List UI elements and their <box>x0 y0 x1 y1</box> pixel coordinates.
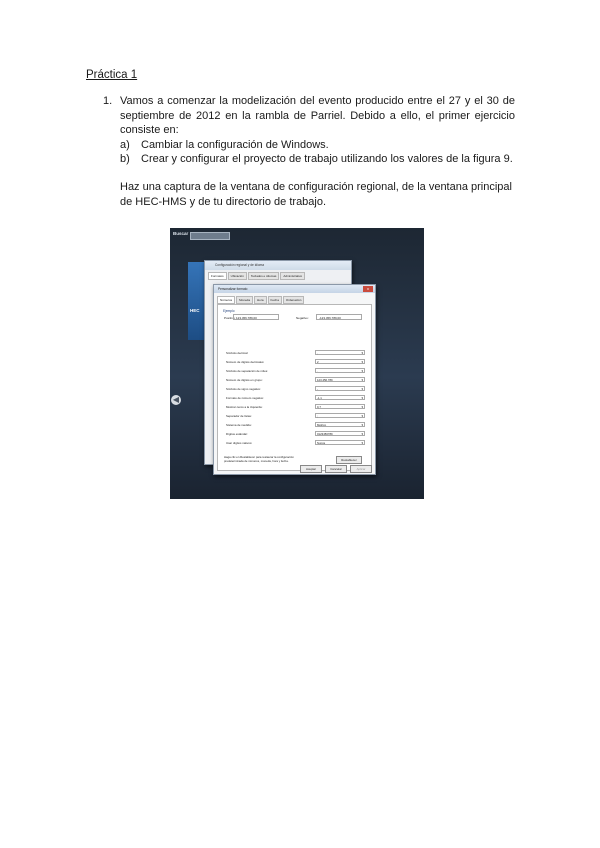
tab-formatos[interactable]: Formatos <box>208 272 227 280</box>
sub-item-text: Crear y configurar el proyecto de trabajo utilizando los valores de la figura 9. <box>141 153 513 166</box>
screenshot-figure <box>170 228 424 499</box>
search-label: Buscar <box>173 231 189 236</box>
setting-select[interactable]: ; ▾ <box>315 413 365 418</box>
tab-moneda[interactable]: Moneda <box>236 296 253 304</box>
tab-numeros[interactable]: Números <box>217 296 235 304</box>
setting-row <box>226 405 366 410</box>
window-title: Configuración regional y de idioma <box>205 261 351 270</box>
sub-item-label: a) <box>120 138 130 151</box>
setting-label: Separador de listas: <box>226 414 252 418</box>
setting-label: Dígitos estándar: <box>226 432 248 436</box>
item-text: Vamos a comenzar la modelización del evento producido entre el 27 y el 30 de septiembre de 2012 en la rambla de Parriel. Debido a ello, el primer ejercicio consiste en: <box>120 95 515 137</box>
item-number: 1. <box>103 95 113 107</box>
setting-row <box>226 396 366 401</box>
sub-item <box>120 152 515 167</box>
tab-hora[interactable]: Hora <box>254 296 267 304</box>
taskbar-search <box>170 228 424 242</box>
setting-label: Número de dígitos decimales: <box>226 360 265 364</box>
setting-row <box>226 432 366 437</box>
setting-select[interactable]: Nunca ▾ <box>315 440 365 445</box>
setting-select[interactable]: 0123456789 ▾ <box>315 431 365 436</box>
setting-row <box>226 378 366 383</box>
setting-select[interactable]: -1,1 ▾ <box>315 395 365 400</box>
item-text-block <box>120 94 515 167</box>
setting-label: Mostrar ceros a la izquierda: <box>226 405 263 409</box>
setting-select[interactable]: - ▾ <box>315 386 365 391</box>
tab-teclados[interactable]: Teclados e idiomas <box>248 272 280 280</box>
accept-button[interactable]: Aceptar <box>300 465 322 473</box>
setting-row <box>226 423 366 428</box>
tab-bar <box>208 272 348 280</box>
setting-select[interactable]: 2 ▾ <box>315 359 365 364</box>
reset-note: Haga clic en Restablecer para restaurar la configuración predeterminada de números, moneda, hora y fecha. <box>224 455 294 463</box>
setting-select[interactable]: . ▾ <box>315 368 365 373</box>
example-heading: Ejemplo <box>223 309 235 313</box>
tab-ubicacion[interactable]: Ubicación <box>228 272 247 280</box>
negative-example: -123.456.789,00 <box>316 314 362 320</box>
setting-row <box>226 414 366 419</box>
setting-label: Símbolo de separación de miles: <box>226 369 268 373</box>
window-title: Personalizar formato <box>214 285 375 293</box>
apply-button[interactable]: Aplicar <box>350 465 372 473</box>
close-icon[interactable]: x <box>363 286 373 292</box>
practice-title: Práctica 1 <box>86 69 138 81</box>
sub-item-text: Cambiar la configuración de Windows. <box>141 138 329 151</box>
setting-label: Símbolo de signo negativo: <box>226 387 261 391</box>
tab-ordenacion[interactable]: Ordenación <box>283 296 305 304</box>
setting-label: Sistema de medida: <box>226 423 252 427</box>
customize-format-window <box>213 284 376 475</box>
positive-label: Positivo: <box>224 316 236 320</box>
setting-row <box>226 351 366 356</box>
setting-select[interactable]: Métrico ▾ <box>315 422 365 427</box>
setting-label: Usar dígitos nativos: <box>226 441 253 445</box>
reset-button[interactable]: Restablecer <box>336 456 362 464</box>
exercise-list <box>103 94 515 167</box>
negative-label: Negativo: <box>296 316 309 320</box>
back-arrow-icon[interactable]: ◀ <box>172 395 180 404</box>
setting-select[interactable]: 123.456.789 ▾ <box>315 377 365 382</box>
setting-row <box>226 441 366 446</box>
setting-select[interactable]: , ▾ <box>315 350 365 355</box>
setting-row <box>226 387 366 392</box>
setting-row <box>226 360 366 365</box>
positive-example: 123.456.789,00 <box>233 314 279 320</box>
setting-row <box>226 369 366 374</box>
hec-label: HEC <box>190 308 200 313</box>
cancel-button[interactable]: Cancelar <box>325 465 347 473</box>
setting-select[interactable]: 0,7 ▾ <box>315 404 365 409</box>
setting-label: Número de dígitos en grupo: <box>226 378 263 382</box>
search-input[interactable] <box>190 232 230 240</box>
instruction-paragraph: Haz una captura de la ventana de configuración regional, de la ventana principal de HEC-HMS y de tu directorio de trabajo. <box>120 181 512 208</box>
setting-label: Formato de número negativo: <box>226 396 264 400</box>
setting-label: Símbolo decimal: <box>226 351 249 355</box>
sub-item <box>120 138 515 153</box>
numbers-panel <box>217 304 372 471</box>
sub-item-label: b) <box>120 153 130 166</box>
tab-fecha[interactable]: Fecha <box>268 296 282 304</box>
tab-administrativo[interactable]: Administrativo <box>280 272 305 280</box>
tab-bar <box>217 296 372 304</box>
